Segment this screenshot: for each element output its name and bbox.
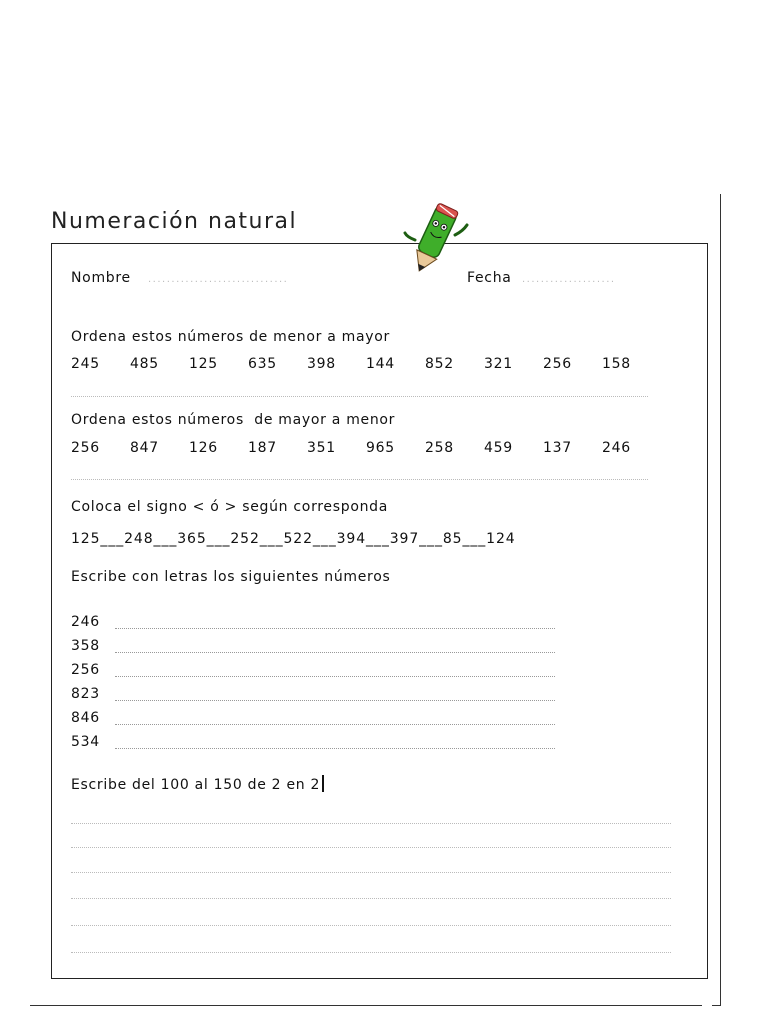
number: 158: [602, 356, 631, 372]
text-cursor: [322, 775, 324, 792]
exercise-1-numbers: [71, 356, 661, 372]
answer-line[interactable]: [115, 652, 555, 654]
number: 852: [425, 356, 454, 372]
right-border-line: [720, 194, 721, 1006]
answer-line[interactable]: [115, 676, 555, 678]
exercise-3-instruction: Coloca el signo < ó > según corresponda: [71, 499, 389, 515]
number: 847: [130, 440, 159, 456]
bottom-border-line: [30, 1005, 702, 1006]
date-label: Fecha: [467, 270, 512, 286]
pencil-character-icon: [397, 195, 477, 280]
writing-line[interactable]: [71, 925, 671, 927]
number-label: 823: [71, 686, 100, 702]
number-label: 256: [71, 662, 100, 678]
number: 125: [189, 356, 218, 372]
number: 459: [484, 440, 513, 456]
number: 256: [71, 440, 100, 456]
date-field[interactable]: ....................: [522, 274, 616, 285]
writing-line[interactable]: [71, 847, 671, 849]
number: 485: [130, 356, 159, 372]
number: 321: [484, 356, 513, 372]
number: 965: [366, 440, 395, 456]
exercise-5-instruction: [71, 775, 324, 793]
answer-line[interactable]: [115, 724, 555, 726]
answer-line[interactable]: [115, 628, 555, 630]
exercise-2-numbers: [71, 440, 661, 456]
number: 635: [248, 356, 277, 372]
writing-line[interactable]: [71, 952, 671, 954]
number-label: 358: [71, 638, 100, 654]
corner-tick: [712, 1005, 721, 1006]
name-field[interactable]: ..............................: [148, 274, 289, 285]
number: 258: [425, 440, 454, 456]
worksheet-frame: [51, 243, 708, 979]
number: 126: [189, 440, 218, 456]
number: 351: [307, 440, 336, 456]
exercise-5-text: Escribe del 100 al 150 de 2 en 2: [71, 777, 321, 793]
number: 398: [307, 356, 336, 372]
exercise-1-instruction: Ordena estos números de menor a mayor: [71, 329, 390, 345]
number: 137: [543, 440, 572, 456]
writing-line[interactable]: [71, 823, 671, 825]
number: 187: [248, 440, 277, 456]
exercise-2-answer-line[interactable]: [71, 479, 648, 481]
number-label: 246: [71, 614, 100, 630]
writing-line[interactable]: [71, 872, 671, 874]
number-label: 534: [71, 734, 100, 750]
number-label: 846: [71, 710, 100, 726]
number: 256: [543, 356, 572, 372]
answer-line[interactable]: [115, 748, 555, 750]
exercise-2-instruction: Ordena estos números de mayor a menor: [71, 412, 396, 428]
writing-line[interactable]: [71, 898, 671, 900]
number: 245: [71, 356, 100, 372]
exercise-4-instruction: Escribe con letras los siguientes números: [71, 569, 391, 585]
number: 246: [602, 440, 631, 456]
page-title: Numeración natural: [51, 209, 298, 234]
number: 144: [366, 356, 395, 372]
exercise-3-sequence[interactable]: 125___248___365___252___522___394___397___85___124: [71, 531, 516, 547]
name-label: Nombre: [71, 270, 131, 286]
exercise-1-answer-line[interactable]: [71, 396, 648, 398]
answer-line[interactable]: [115, 700, 555, 702]
